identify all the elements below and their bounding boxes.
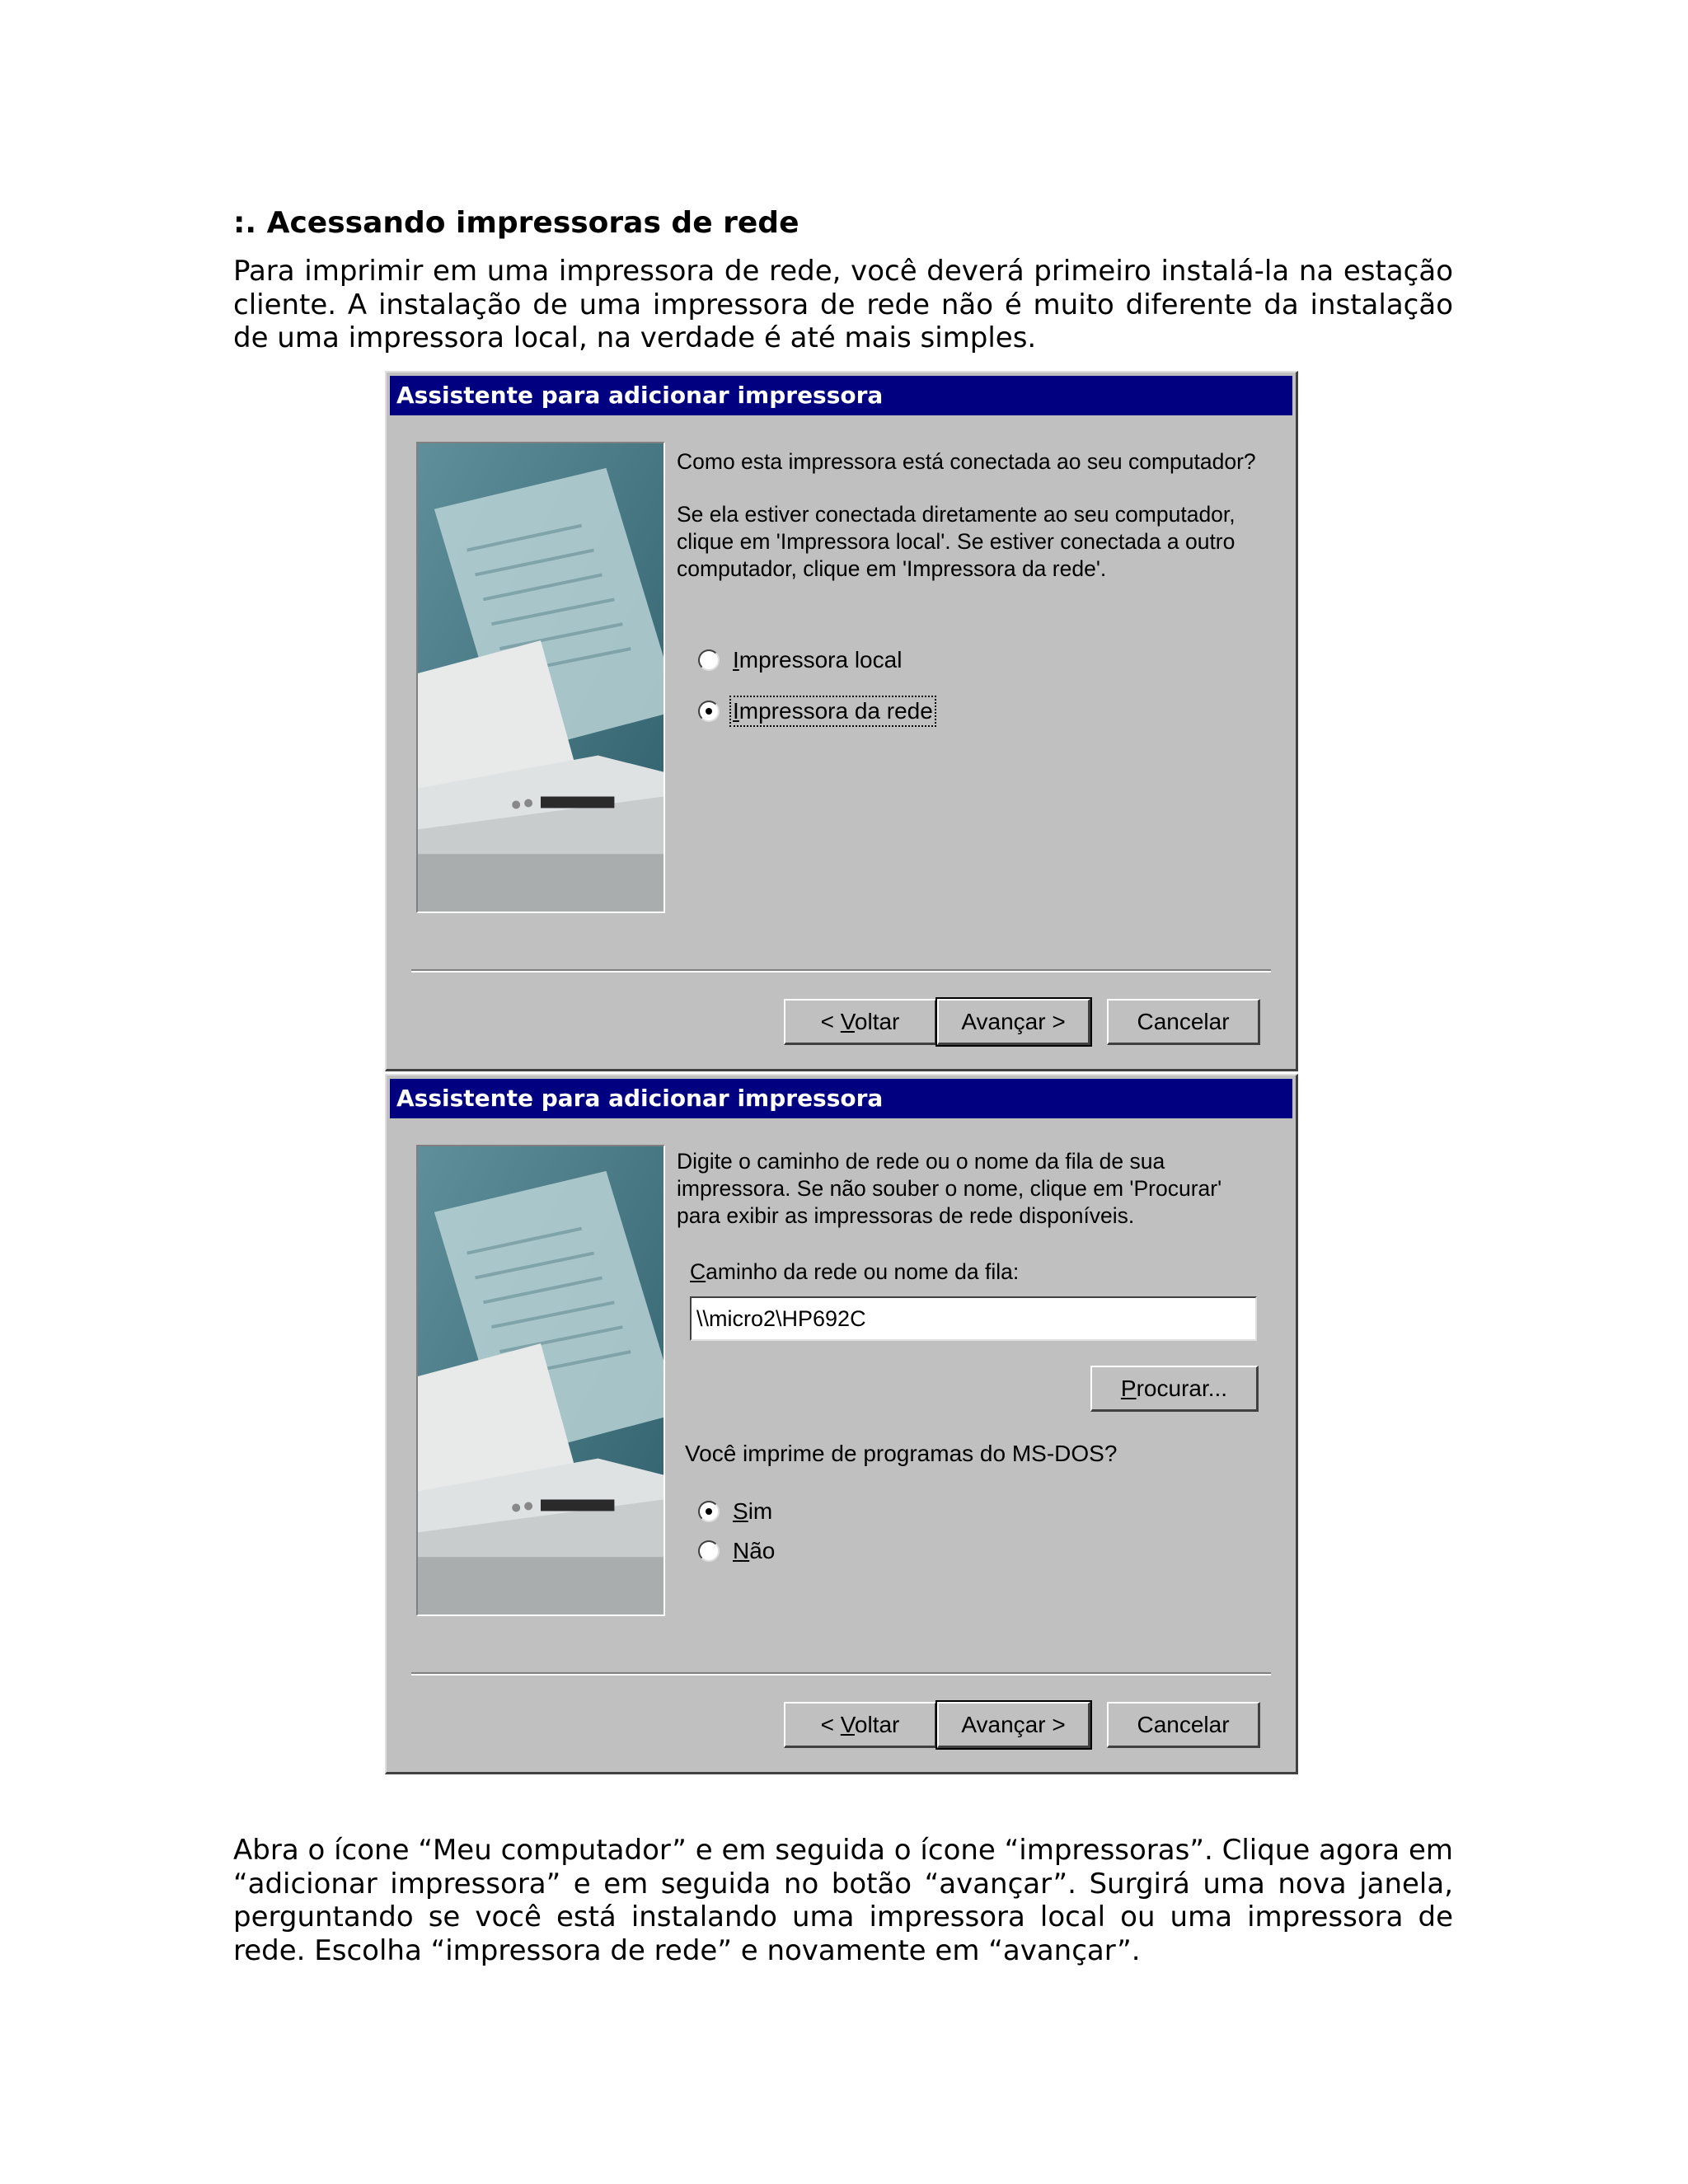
- path-description-line-2: impressora. Se não souber o nome, clique em 'Procurar': [677, 1176, 1222, 1201]
- add-printer-wizard-step-network-path: [385, 1074, 1298, 1774]
- path-description-line-1: Digite o caminho de rede ou o nome da fila de sua: [677, 1149, 1165, 1174]
- dialog-separator: [411, 969, 1271, 972]
- intro-paragraph: Para imprimir em uma impressora de rede, você deverá primeiro instalá-la na estação cliente. A instalação de uma impressora de rede não é muito diferente da instalação de uma impressora local, na verdade é até mais simples.: [233, 255, 1453, 354]
- next-button[interactable]: Avançar >: [937, 1702, 1090, 1748]
- browse-button[interactable]: Procurar...: [1090, 1366, 1259, 1412]
- network-path-input[interactable]: \\micro2\HP692C: [690, 1296, 1257, 1341]
- radio-dos-no[interactable]: [698, 1537, 776, 1565]
- connection-description-line-1: Se ela estiver conectada diretamente ao seu computador,: [677, 502, 1236, 527]
- radio-label-no[interactable]: Não: [733, 1538, 776, 1563]
- wizard-printer-illustration: [416, 442, 665, 913]
- radio-button-yes[interactable]: [698, 1501, 720, 1522]
- radio-button-network[interactable]: [698, 701, 720, 722]
- path-description-line-3: para exibir as impressoras de rede disponíveis.: [677, 1203, 1135, 1228]
- cancel-button[interactable]: Cancelar: [1107, 1702, 1260, 1748]
- dialog-title-bar[interactable]: Assistente para adicionar impressora: [390, 1079, 1292, 1118]
- radio-button-local[interactable]: [698, 649, 720, 671]
- section-heading: :. Acessando impressoras de rede: [233, 206, 799, 240]
- radio-label-local[interactable]: Impressora local: [733, 647, 903, 673]
- radio-label-yes[interactable]: Sim: [733, 1498, 773, 1524]
- dialog-title-bar[interactable]: Assistente para adicionar impressora: [390, 376, 1292, 415]
- radio-label-network[interactable]: Impressora da rede: [733, 698, 933, 724]
- path-field-label: Caminho da rede ou nome da fila:: [690, 1259, 1020, 1284]
- radio-local-printer[interactable]: [698, 646, 903, 674]
- radio-button-no[interactable]: [698, 1540, 720, 1562]
- dos-question: Você imprime de programas do MS-DOS?: [685, 1441, 1118, 1466]
- add-printer-wizard-step-connection: [385, 371, 1298, 1071]
- cancel-button[interactable]: Cancelar: [1107, 999, 1260, 1045]
- dialog-separator: [411, 1672, 1271, 1675]
- back-button[interactable]: < Voltar: [784, 1702, 937, 1748]
- back-button[interactable]: < Voltar: [784, 999, 937, 1045]
- instructions-paragraph: Abra o ícone “Meu computador” e em seguida o ícone “impressoras”. Clique agora em “adicionar impressora” e em seguida no botão “avançar”. Surgirá uma nova janela, perguntando se você está instalando uma impressora local ou uma impressora de rede. Escolha “impressora de rede” e novamente em “avançar”.: [233, 1834, 1453, 1967]
- radio-dos-yes[interactable]: [698, 1497, 774, 1526]
- connection-question: Como esta impressora está conectada ao seu computador?: [677, 449, 1256, 474]
- connection-description-line-2: clique em 'Impressora local'. Se estiver conectada a outro: [677, 529, 1236, 554]
- wizard-printer-illustration: [416, 1145, 665, 1616]
- next-button[interactable]: Avançar >: [937, 999, 1090, 1045]
- radio-network-printer[interactable]: [698, 697, 935, 725]
- connection-description-line-3: computador, clique em 'Impressora da rede'.: [677, 556, 1107, 581]
